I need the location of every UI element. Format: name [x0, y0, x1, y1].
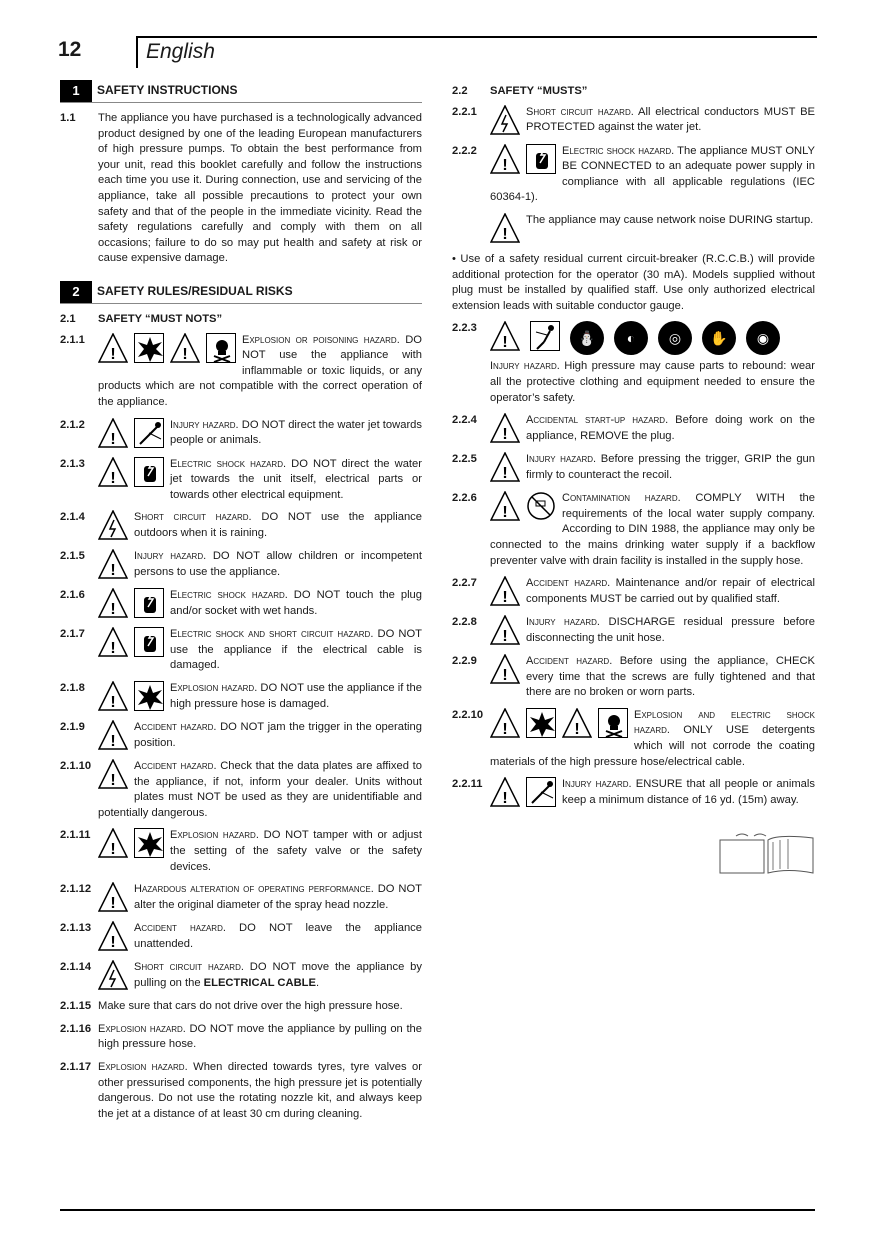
hazard-label: Electric shock and short circuit hazard. — [170, 628, 374, 641]
warning-icons — [98, 960, 128, 990]
item-body — [98, 549, 422, 581]
hazard-label: Explosion hazard. — [98, 1022, 186, 1035]
ppe-icons — [490, 321, 815, 355]
warning-triangle-icon — [490, 708, 520, 738]
item-text: DO NOT move the appliance by pulling on the high pressure hose. — [98, 1022, 422, 1051]
item-text: DO NOT alter the original diameter of the spray head nozzle. — [134, 883, 422, 911]
subsection-2-2 — [452, 84, 815, 100]
network-noise-note — [452, 213, 815, 245]
warning-triangle-icon — [490, 777, 520, 807]
hazard-label: Contamination hazard. — [562, 492, 681, 505]
subsection-2-1 — [60, 312, 422, 328]
warning-triangle-icon — [490, 654, 520, 684]
section-number: 1 — [60, 80, 92, 102]
item-body — [490, 105, 815, 137]
electric-hand-icon — [134, 627, 164, 657]
item-number: 2.1.11 — [60, 829, 91, 842]
explosion-icon — [134, 681, 164, 711]
must-not-item — [60, 588, 422, 620]
item-body — [98, 418, 422, 450]
must-item — [452, 777, 815, 809]
water-jet-person-icon — [134, 418, 164, 448]
electric-hand-icon — [134, 588, 164, 618]
item-number: 2.1.7 — [60, 628, 85, 641]
item-number: 2.2.10 — [452, 708, 484, 721]
warning-triangle-icon — [490, 576, 520, 606]
item-body — [490, 452, 815, 484]
item-body — [98, 828, 422, 875]
svg-text:!: ! — [502, 426, 508, 444]
item-text: DO NOT use the appliance if the high pressure hose is damaged. — [170, 682, 422, 710]
hazard-label: Injury hazard. — [170, 418, 239, 431]
must-not-item — [60, 999, 422, 1015]
warning-icons — [98, 681, 164, 711]
section-title: SAFETY RULES/RESIDUAL RISKS — [97, 284, 293, 299]
item-body — [490, 708, 815, 770]
must-not-item — [60, 960, 422, 992]
item-body — [490, 654, 815, 701]
item-text: Maintenance and/or repair of electrical components MUST be carried out by qualified staff. — [526, 577, 815, 605]
item-text: Check that the data plates are affixed to the appliance, if not, inform your dealer. Units without plates must NOT be used as they are unidentifiable and potentially dangerous. — [98, 760, 422, 819]
item-number: 2.2.9 — [452, 655, 477, 668]
item-text: The appliance MUST ONLY BE CONNECTED to an adequate power supply in compliance with all applicable regulations (IEC 60364-1). — [490, 144, 815, 204]
must-not-item — [60, 882, 422, 914]
item-number: 2.1.3 — [60, 457, 85, 470]
svg-text:!: ! — [110, 640, 116, 658]
item-number: 2.2.7 — [452, 577, 477, 590]
item-number: 2.1.17 — [60, 1061, 92, 1073]
item-number: 2.2.6 — [452, 492, 477, 505]
item-number: 2.1.8 — [60, 682, 85, 695]
electric-hand-icon — [526, 144, 556, 174]
must-item — [452, 452, 815, 484]
hazard-label: Short circuit hazard. — [134, 961, 244, 974]
item-number: 2.2.8 — [452, 616, 477, 629]
item-text: DO NOT tamper with or adjust the setting of the safety valve or the safety devices. — [170, 829, 422, 873]
must-not-item — [60, 510, 422, 542]
footer-rule — [60, 1209, 815, 1211]
warning-triangle-icon — [490, 491, 520, 521]
warning-triangle-icon — [98, 720, 128, 750]
item-body — [490, 491, 815, 569]
must-not-item — [60, 1022, 422, 1053]
must-not-item — [60, 759, 422, 821]
hazard-label: Injury hazard. — [490, 360, 560, 373]
item-body — [490, 413, 815, 445]
item-text: ENSURE that all people or animals keep a minimum distance of 16 yd. (15m) away. — [562, 778, 815, 806]
subsection-title: SAFETY “MUST NOTS” — [98, 312, 223, 325]
must-not-item — [60, 333, 422, 411]
warning-triangle-icon — [98, 759, 128, 789]
must-item — [452, 615, 815, 647]
warning-triangle-icon — [98, 333, 128, 363]
hazard-label: Accidental start-up hazard. — [526, 414, 669, 427]
must-item — [452, 105, 815, 137]
lightning-triangle-icon — [490, 105, 520, 135]
item-body — [98, 882, 422, 914]
item-text: ONLY USE detergents which will not corrode the coating materials of the high pressure hose/electrical cable. — [490, 724, 815, 768]
warning-icons — [490, 105, 520, 135]
must-item — [452, 491, 815, 569]
warning-icons — [98, 333, 236, 363]
must-not-item — [60, 418, 422, 450]
svg-text:!: ! — [502, 334, 508, 352]
item-number: 2.1.4 — [60, 511, 85, 524]
hazard-label: Accident hazard. — [526, 655, 613, 668]
item-text: DISCHARGE residual pressure before disconnecting the unit hose. — [526, 616, 815, 644]
item-number: 2.1.16 — [60, 1022, 92, 1035]
must-not-item — [60, 720, 422, 752]
must-not-item — [60, 627, 422, 674]
item-text: DO NOT direct the water jet towards the unit itself, electrical parts or towards other electrical equipment. — [170, 457, 422, 501]
must-item — [452, 708, 815, 770]
hazard-label: Injury hazard. — [526, 453, 597, 466]
warning-icons — [490, 213, 520, 243]
hazard-label: Electric shock hazard. — [562, 144, 675, 157]
left-column — [60, 80, 422, 1129]
item-number: 1.1 — [60, 112, 76, 124]
warning-icons — [98, 627, 164, 657]
warning-icons — [98, 457, 164, 487]
item-number: 2.2.11 — [452, 778, 483, 791]
warning-triangle-icon — [98, 588, 128, 618]
must-item — [452, 413, 815, 445]
item-text: • Use of a safety residual current circuit-breaker (R.C.C.B.) will provide additional protection for the operator (30 mA). Models supplied without plug must be installed by qualified staff. Use only authorized electrical extension leads with suitable conductor gauge. — [452, 252, 815, 312]
item-number: 2.2.2 — [452, 144, 477, 157]
warning-triangle-icon — [98, 828, 128, 858]
item-text: Before pressing the trigger, GRIP the gun firmly to counteract the recoil. — [526, 453, 815, 481]
item-text-tail: . — [315, 976, 320, 989]
item-body — [98, 960, 422, 992]
item-text: DO NOT direct the water jet towards people or animals. — [170, 418, 422, 447]
must-item — [452, 654, 815, 701]
warning-icons — [490, 491, 556, 521]
item-text: DO NOT jam the trigger in the operating position. — [134, 721, 422, 749]
toxic-skull-icon — [598, 708, 628, 738]
warning-triangle-icon — [490, 615, 520, 645]
must-not-item — [60, 457, 422, 504]
svg-text:!: ! — [502, 628, 508, 646]
item-number: 2.2.5 — [452, 453, 477, 466]
header-rule — [136, 36, 817, 68]
hazard-label: Injury hazard. — [562, 778, 632, 791]
warning-icons — [490, 576, 520, 606]
rebound-person-icon — [530, 321, 560, 351]
svg-text:!: ! — [502, 156, 508, 174]
item-number-spacer — [452, 213, 490, 245]
warning-triangle-icon — [98, 627, 128, 657]
hazard-label: Explosion hazard. — [170, 829, 259, 842]
item-text: High pressure may cause parts to rebound: wear all the protective clothing and equipment needed to ensure the operator’s safety. — [490, 360, 815, 404]
rccb-note — [452, 252, 815, 314]
warning-icons — [98, 588, 164, 618]
warning-triangle-icon — [98, 882, 128, 912]
ear-protection-icon: ◎ — [658, 321, 692, 355]
item-body — [98, 759, 422, 821]
item-number: 2.1.13 — [60, 922, 92, 935]
item-body — [98, 1060, 422, 1122]
warning-triangle-icon — [98, 921, 128, 951]
hazard-label: Short circuit hazard. — [526, 105, 634, 118]
page-language-title: English — [146, 40, 215, 63]
right-column — [452, 80, 815, 816]
must-not-item — [60, 681, 422, 713]
warning-triangle-icon — [490, 213, 520, 243]
protective-clothing-icon: ⛄ — [570, 321, 604, 355]
svg-text:!: ! — [502, 465, 508, 483]
warning-triangle-icon — [98, 549, 128, 579]
svg-text:!: ! — [182, 345, 188, 363]
subsection-number: 2.1 — [60, 312, 76, 325]
item-number: 2.2.3 — [452, 322, 477, 335]
open-manual-icon — [718, 832, 815, 874]
svg-text:!: ! — [110, 934, 116, 952]
svg-text:!: ! — [110, 841, 116, 859]
svg-text:!: ! — [502, 790, 508, 808]
item-number: 2.1.5 — [60, 550, 85, 563]
hazard-label: Explosion or poisoning hazard. — [242, 333, 400, 346]
item-body — [490, 213, 815, 245]
must-not-item — [60, 1060, 422, 1122]
item-number: 2.1.14 — [60, 961, 92, 974]
warning-icons — [98, 720, 128, 750]
item-number: 2.1.1 — [60, 333, 85, 346]
explosion-icon — [134, 828, 164, 858]
svg-text:!: ! — [110, 469, 116, 487]
svg-text:!: ! — [502, 667, 508, 685]
warning-triangle-icon — [170, 333, 200, 363]
must-not-item — [60, 921, 422, 953]
warning-triangle-icon — [98, 418, 128, 448]
warning-icons — [98, 828, 164, 858]
item-body — [98, 1022, 422, 1053]
hazard-label: Hazardous alteration of operating performance. — [134, 883, 374, 896]
svg-text:!: ! — [110, 694, 116, 712]
svg-text:!: ! — [110, 430, 116, 448]
item-text: All electrical conductors MUST BE PROTECTED against the water jet. — [526, 105, 816, 134]
must-item — [452, 321, 815, 406]
item-body — [98, 457, 422, 504]
warning-icons — [98, 882, 128, 912]
warning-icons — [490, 777, 556, 807]
svg-text:!: ! — [110, 345, 116, 363]
warning-icons — [98, 549, 128, 579]
hazard-label: Electric shock hazard. — [170, 457, 287, 470]
item-body — [98, 627, 422, 674]
hazard-label: Explosion hazard. — [98, 1061, 188, 1073]
item-body — [490, 777, 815, 809]
section-2-heading — [60, 281, 422, 304]
item-number: 2.2.1 — [452, 105, 477, 118]
item-body — [98, 681, 422, 713]
must-item — [452, 576, 815, 608]
subsection-number: 2.2 — [452, 85, 468, 97]
item-body — [98, 921, 422, 953]
svg-text:!: ! — [110, 601, 116, 619]
item-number: 2.1.12 — [60, 883, 92, 896]
hazard-label: Accident hazard. — [134, 922, 226, 935]
warning-icons — [98, 759, 128, 789]
no-tap-water-icon — [526, 491, 556, 521]
hazard-label: Short circuit hazard. — [134, 511, 252, 524]
explosion-icon — [134, 333, 164, 363]
hazard-label: Explosion and electric shock hazard. — [634, 708, 815, 737]
svg-text:!: ! — [502, 225, 508, 243]
warning-icons — [98, 921, 128, 951]
warning-icons — [490, 452, 520, 482]
hazard-label: Accident hazard. — [134, 760, 217, 773]
warning-icons — [98, 510, 128, 540]
water-jet-person-icon — [526, 777, 556, 807]
warning-triangle-icon — [98, 457, 128, 487]
svg-text:!: ! — [502, 720, 508, 738]
section-title: SAFETY INSTRUCTIONS — [97, 83, 238, 98]
item-bold-text: ELECTRICAL CABLE — [203, 976, 316, 989]
item-body — [490, 576, 815, 608]
item-number: 2.1.10 — [60, 760, 92, 773]
item-text: DO NOT use the appliance outdoors when it is raining. — [134, 511, 422, 539]
item-body — [98, 333, 422, 411]
hazard-label: Electric shock hazard. — [170, 589, 288, 602]
warning-triangle-icon — [98, 681, 128, 711]
electric-hand-icon — [134, 457, 164, 487]
subsection-title: SAFETY “MUSTS” — [490, 85, 588, 97]
hazard-label: Explosion hazard. — [170, 682, 258, 695]
item-text: DO NOT touch the plug and/or socket with wet hands. — [170, 589, 422, 617]
item-text: DO NOT use the appliance with inflammable or toxic liquids, or any products which are not compatible with the correct operation of the appliance. — [98, 333, 422, 408]
face-shield-icon: ◐ — [614, 321, 648, 355]
lightning-triangle-icon — [98, 510, 128, 540]
item-text: COMPLY WITH the requirements of the local water supply company. According to DIN 1988, the appliance may only be connected to the mains drinking water supply if a backflow preventer valve with drain facility is installed in the supply hose. — [490, 492, 816, 567]
item-body — [98, 510, 422, 542]
hazard-label: Injury hazard. — [134, 550, 207, 563]
hazard-label: Accident hazard. — [526, 577, 611, 590]
hazard-label: Injury hazard. — [526, 616, 600, 629]
warning-triangle-icon — [490, 452, 520, 482]
item-text: When directed towards tyres, tyre valves or other pressurised components, the high pressure jet is potentially dangerous. Do not use the rotating nozzle kit, and always keep the jet at a distance of at least 30 cm during cleaning. — [98, 1061, 422, 1120]
item-body — [98, 588, 422, 620]
item-text: DO NOT use the appliance if the electrical cable is damaged. — [170, 628, 422, 672]
warning-triangle-icon — [490, 413, 520, 443]
item-body — [98, 720, 422, 752]
gloves-icon: ✋ — [702, 321, 736, 355]
section-number: 2 — [60, 281, 92, 303]
item-body — [490, 321, 815, 406]
page-number: 12 — [58, 38, 82, 61]
hazard-label: Accident hazard. — [134, 721, 217, 734]
must-not-item — [60, 549, 422, 581]
goggles-icon: ◉ — [746, 321, 780, 355]
warning-icons — [490, 144, 556, 174]
item-number: 2.1.2 — [60, 418, 85, 431]
item-text: The appliance may cause network noise DURING startup. — [526, 213, 814, 226]
item-number: 2.1.15 — [60, 1000, 92, 1013]
svg-text:!: ! — [502, 589, 508, 607]
item-text: Make sure that cars do not drive over the high pressure hose. — [98, 1000, 403, 1013]
warning-icons — [490, 654, 520, 684]
svg-text:!: ! — [574, 720, 580, 738]
svg-text:!: ! — [110, 733, 116, 751]
item-text: DO NOT move the appliance by pulling on the — [134, 961, 422, 989]
item-text: DO NOT leave the appliance unattended. — [134, 922, 422, 950]
svg-text:!: ! — [110, 772, 116, 790]
warning-icons — [98, 418, 164, 448]
warning-triangle-icon — [490, 321, 520, 351]
must-not-item — [60, 828, 422, 875]
warning-icons — [490, 708, 628, 738]
warning-icons — [490, 615, 520, 645]
item-body — [490, 144, 815, 206]
warning-icons — [490, 413, 520, 443]
item-number: 2.2.4 — [452, 414, 477, 427]
item-text: The appliance you have purchased is a technologically advanced product designed by one of the leading European manufacturers of high pressure pumps. To obtain the best performance from your unit, read this booklet carefully and follow the instructions each time you use it. During connection, use and servicing of the appliance, take all possible precautions to protect your own safety and that of the people in the immediate vicinity. Read the safety regulations carefully and comply with them on all occasions; failure to do so may put health and safety at risk or cause expensive damage. — [98, 112, 422, 265]
warning-triangle-icon — [562, 708, 592, 738]
item-text: Before doing work on the appliance, REMOVE the plug. — [526, 414, 816, 442]
section-1-heading — [60, 80, 422, 103]
toxic-skull-icon — [206, 333, 236, 363]
lightning-triangle-icon — [98, 960, 128, 990]
item-number: 2.1.6 — [60, 589, 85, 602]
item-body — [490, 615, 815, 647]
svg-text:!: ! — [502, 504, 508, 522]
svg-text:!: ! — [110, 895, 116, 913]
item-number: 2.1.9 — [60, 721, 85, 734]
svg-text:!: ! — [110, 562, 116, 580]
item-text: DO NOT allow children or incompetent persons to use the appliance. — [134, 550, 422, 578]
paragraph-1-1 — [60, 111, 422, 267]
warning-triangle-icon — [490, 144, 520, 174]
item-text: Before using the appliance, CHECK every time that the screws are fully tightened and that there are no broken or worn parts. — [526, 655, 815, 699]
explosion-icon — [526, 708, 556, 738]
must-item — [452, 144, 815, 206]
